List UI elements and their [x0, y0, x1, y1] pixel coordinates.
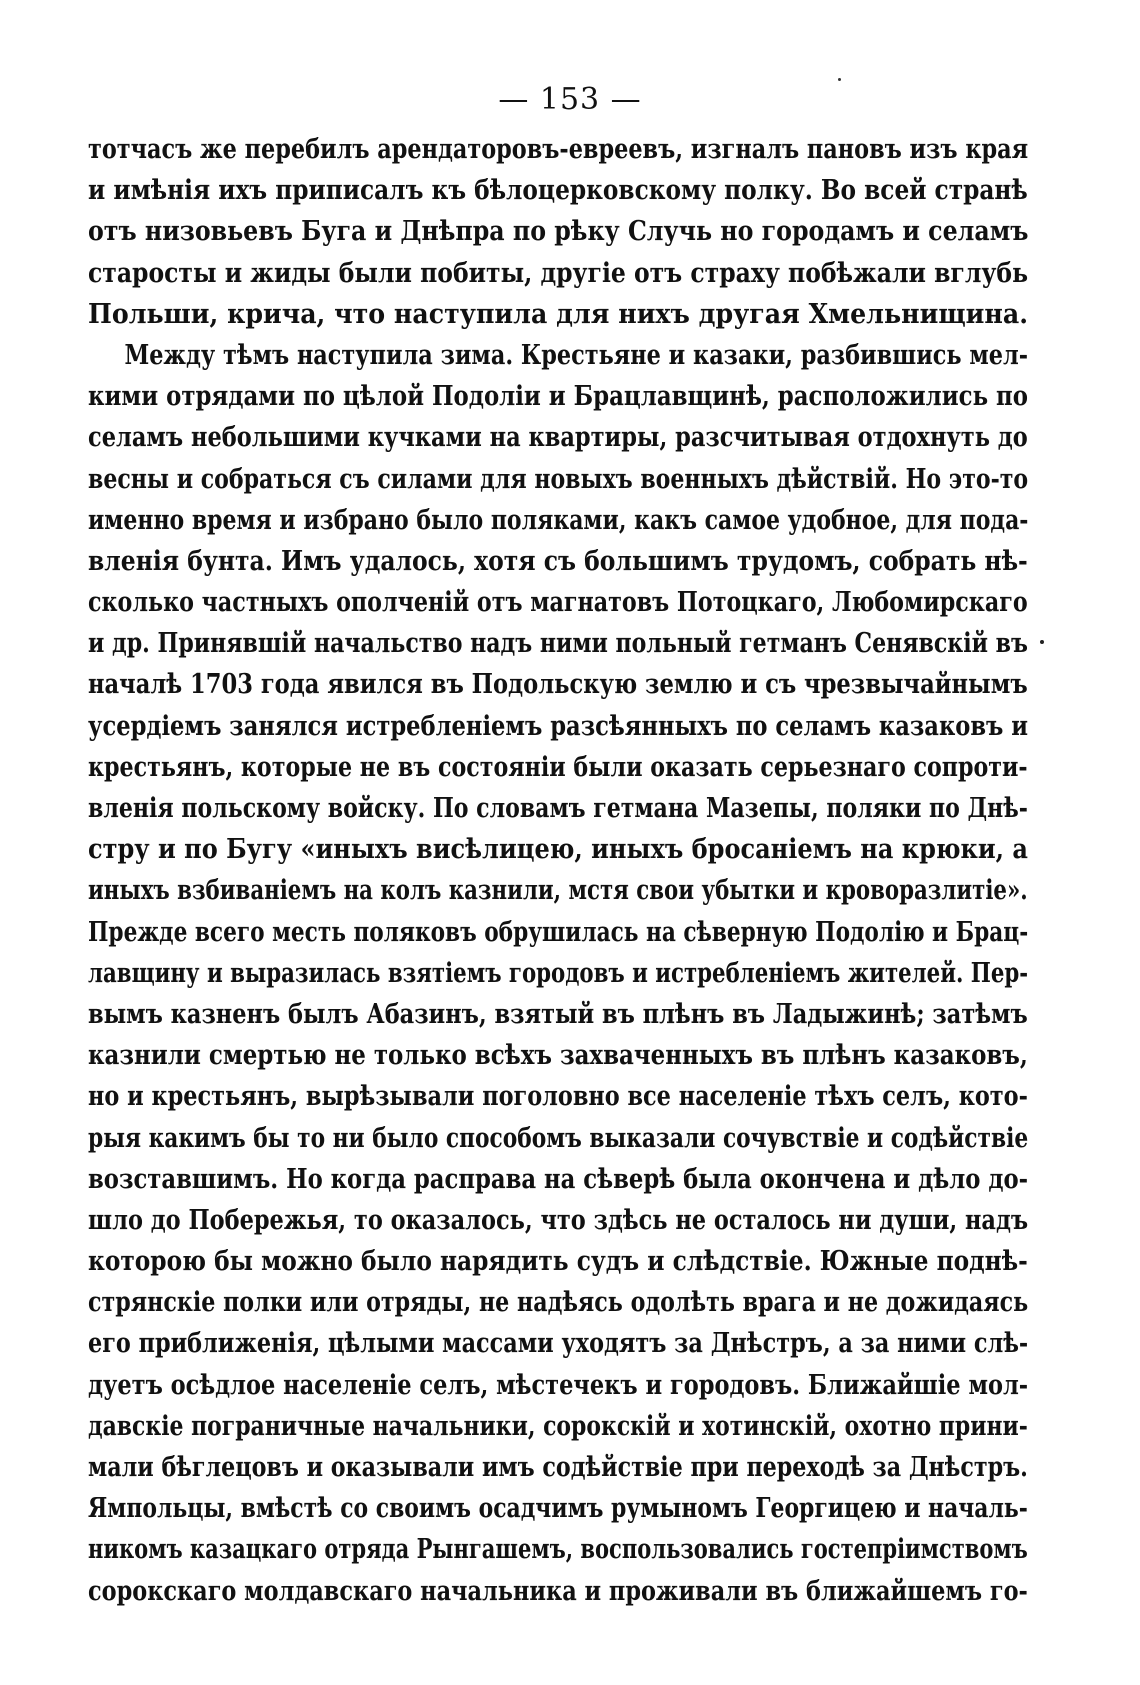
- ink-speck: [1040, 640, 1044, 644]
- text-line: дуетъ осѣдлое населеніе селъ, мѣстечекъ и городовъ. Ближайшіе мол-: [88, 1369, 1029, 1401]
- text-line: крестьянъ, которые не въ состояніи были оказать серьезнаго сопроти-: [88, 751, 1028, 783]
- text-line: сорокскаго молдавскаго начальника и проживали въ ближайшемъ го-: [88, 1575, 1028, 1607]
- text-line: но и крестьянъ, вырѣзывали поголовно все населеніе тѣхъ селъ, кото-: [88, 1081, 1028, 1113]
- text-line: усердіемъ занялся истребленіемъ разсѣянныхъ по селамъ казаковъ и: [88, 710, 1029, 742]
- text-line: отъ низовьевъ Буга и Днѣпра по рѣку Случь но городамъ и селамъ: [88, 216, 1029, 248]
- text-line: стру и по Бугу «иныхъ висѣлицею, иныхъ бросаніемъ на крюки, а: [88, 834, 1028, 866]
- text-line: шло до Побережья, то оказалось, что здѣсь не осталось ни души, надъ: [88, 1204, 1029, 1236]
- text-line: началѣ 1703 года явился въ Подольскую землю и съ чрезвычайнымъ: [88, 669, 1028, 701]
- text-line: давскіе пограничные начальники, сорокскій и хотинскій, охотно прини-: [88, 1410, 1028, 1442]
- text-line: старосты и жиды были побиты, другіе отъ страху побѣжали вглубь: [88, 257, 1029, 289]
- page-number: — 153 —: [498, 82, 642, 117]
- ink-speck: [838, 78, 841, 81]
- text-line: вленія бунта. Имъ удалось, хотя съ большимъ трудомъ, собрать нѣ-: [88, 545, 1028, 577]
- text-line: селамъ небольшими кучками на квартиры, разсчитывая отдохнуть до: [88, 422, 1028, 454]
- text-line: весны и собраться съ силами для новыхъ военныхъ дѣйствій. Но это-то: [88, 463, 1029, 495]
- text-line: кими отрядами по цѣлой Подоліи и Брацлавщинѣ, расположились по: [88, 381, 1028, 413]
- text-line: вленія польскому войску. По словамъ гетмана Мазепы, поляки по Днѣ-: [88, 793, 1028, 824]
- text-line: казнили смертью не только всѣхъ захваченныхъ въ плѣнъ казаковъ,: [88, 1040, 1028, 1072]
- text-line: которою бы можно было нарядить судъ и слѣдствіе. Южные поднѣ-: [88, 1246, 1028, 1278]
- text-line: Прежде всего месть поляковъ обрушилась на сѣверную Подолію и Брац-: [88, 916, 1029, 948]
- text-line: никомъ казацкаго отряда Рынгашемъ, воспользовались гостепріимствомъ: [88, 1534, 1028, 1566]
- text-line: Польши, крича, что наступила для нихъ другая Хмельнищина.: [88, 298, 1029, 330]
- text-line: стрянскіе полки или отряды, не надѣясь одолѣть врага и не дожидаясь: [88, 1287, 1029, 1319]
- text-line: иныхъ взбиваніемъ на колъ казнили, мстя свои убытки и кроворазлитіе».: [88, 875, 1028, 907]
- text-line: возставшимъ. Но когда расправа на сѣверѣ была окончена и дѣло до-: [88, 1163, 1029, 1195]
- text-line: вымъ казненъ былъ Абазинъ, взятый въ плѣнъ въ Ладыжинѣ; затѣмъ: [88, 998, 1028, 1030]
- body-text: [88, 129, 1028, 1612]
- text-line: сколько частныхъ ополченій отъ магнатовъ Потоцкаго, Любомирскаго: [88, 587, 1028, 619]
- text-line: и др. Принявшій начальство надъ ними польный гетманъ Сенявскій въ: [88, 628, 1028, 660]
- text-line: лавщину и выразилась взятіемъ городовъ и истребленіемъ жителей. Пер-: [88, 957, 1029, 989]
- paragraph-first-line: Между тѣмъ наступила зима. Крестьяне и казаки, разбившись мел-: [124, 339, 1029, 371]
- text-line: тотчасъ же перебилъ арендаторовъ-евреевъ, изгналъ пановъ изъ края: [88, 134, 1029, 165]
- text-line: и имѣнія ихъ приписалъ къ бѣлоцерковскому полку. Во всей странѣ: [88, 175, 1028, 207]
- text-line: мали бѣглецовъ и оказывали имъ содѣйствіе при переходѣ за Днѣстръ.: [88, 1452, 1028, 1483]
- text-line: Ямпольцы, вмѣстѣ со своимъ осадчимъ румыномъ Георгицею и началь-: [88, 1493, 1028, 1525]
- text-line: именно время и избрано было поляками, какъ самое удобное, для пода-: [88, 504, 1029, 536]
- text-line: его приближенія, цѣлыми массами уходятъ за Днѣстръ, а за ними слѣ-: [88, 1328, 1029, 1360]
- text-line: рыя какимъ бы то ни было способомъ выказали сочувствіе и содѣйствіе: [88, 1122, 1029, 1154]
